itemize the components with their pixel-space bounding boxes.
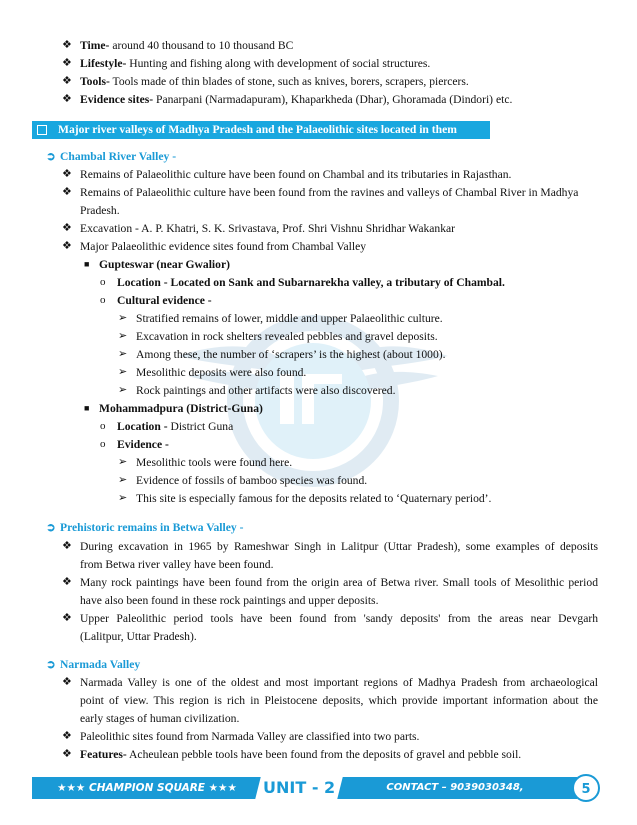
gupteswar-location: Location - Located on Sank and Subarnarekha valley, a tributary of Chambal. bbox=[117, 276, 505, 289]
arrow-circle-icon: ➲ bbox=[46, 150, 56, 163]
footer-contact: CONTACT – 9039030348, 9039030349 bbox=[386, 782, 524, 815]
diamond-bullet-icon: ❖ bbox=[62, 39, 72, 51]
diamond-bullet-icon: ❖ bbox=[62, 240, 72, 252]
footer-brand: ★★★ CHAMPION SQUARE ★★★ bbox=[57, 782, 237, 794]
bullet-tools: Tools- Tools made of thin blades of stone, such as knives, borers, scrapers, piercers. bbox=[80, 75, 469, 88]
square-bullet-icon: ■ bbox=[84, 403, 90, 413]
arrowhead-bullet-icon: ➢ bbox=[118, 384, 128, 396]
bullet-lifestyle: Lifestyle- Hunting and fishing along with development of social structures. bbox=[80, 57, 431, 70]
gupteswar-item: Mesolithic deposits were also found. bbox=[136, 366, 307, 379]
arrow-circle-icon: ➲ bbox=[46, 658, 56, 671]
footer-unit-label: UNIT - 2 bbox=[262, 778, 336, 797]
betwa-para-3-line-1: Upper Paleolithic period tools have been found from 'sandy deposits' from the areas near Devgarh bbox=[80, 612, 598, 625]
mohammadpura-item: Mesolithic tools were found here. bbox=[136, 456, 293, 469]
page-footer bbox=[0, 772, 637, 815]
betwa-para-3-line-2: (Lalitpur, Uttar Pradesh). bbox=[80, 630, 197, 643]
diamond-bullet-icon: ❖ bbox=[62, 186, 72, 198]
narmada-para-1-line-3: early stages of human civilization. bbox=[80, 712, 240, 725]
diamond-bullet-icon: ❖ bbox=[62, 168, 72, 180]
betwa-heading: ➲ Prehistoric remains in Betwa Valley - bbox=[46, 521, 244, 534]
gupteswar-item: Among these, the number of ‘scrapers’ is the highest (about 1000). bbox=[136, 348, 446, 361]
arrowhead-bullet-icon: ➢ bbox=[118, 492, 128, 504]
diamond-bullet-icon: ❖ bbox=[62, 540, 72, 552]
mohammadpura-evidence-label: Evidence - bbox=[117, 438, 169, 451]
chambal-heading: ➲ Chambal River Valley - bbox=[46, 150, 177, 163]
narmada-para-3: Features- Acheulean pebble tools have been found from the deposits of gravel and pebble soil. bbox=[80, 748, 522, 761]
circle-bullet-icon: o bbox=[100, 438, 106, 450]
narmada-para-1-line-1: Narmada Valley is one of the oldest and most important regions of Madhya Pradesh from archaeological bbox=[80, 676, 598, 689]
arrowhead-bullet-icon: ➢ bbox=[118, 474, 128, 486]
square-bullet-icon: ■ bbox=[84, 259, 90, 269]
gupteswar-item: Rock paintings and other artifacts were also discovered. bbox=[136, 384, 396, 397]
gupteswar-item: Excavation in rock shelters revealed pebbles and gravel deposits. bbox=[136, 330, 438, 343]
betwa-para-1-line-2: from Betwa river valley have been found. bbox=[80, 558, 274, 571]
arrowhead-bullet-icon: ➢ bbox=[118, 312, 128, 324]
footer-unit-badge bbox=[255, 774, 344, 802]
gupteswar-title: Gupteswar (near Gwalior) bbox=[99, 258, 230, 271]
betwa-para-2-line-1: Many rock paintings have been found from the origin area of Betwa river. Small tools of Mesolithic period bbox=[80, 576, 598, 589]
diamond-bullet-icon: ❖ bbox=[62, 75, 72, 87]
arrowhead-bullet-icon: ➢ bbox=[118, 366, 128, 378]
mohammadpura-location: Location - District Guna bbox=[117, 420, 234, 433]
arrowhead-bullet-icon: ➢ bbox=[118, 348, 128, 360]
diamond-bullet-icon: ❖ bbox=[62, 730, 72, 742]
narmada-heading: ➲ Narmada Valley bbox=[46, 658, 141, 671]
chambal-bullet-2-line-1: Remains of Palaeolithic culture have been found from the ravines and valleys of Chambal River in Madhya bbox=[80, 186, 579, 199]
diamond-bullet-icon: ❖ bbox=[62, 612, 72, 624]
circle-bullet-icon: o bbox=[100, 420, 106, 432]
checkbox-square-icon bbox=[37, 125, 47, 135]
page-number: 5 bbox=[572, 774, 600, 802]
gupteswar-cultural-label: Cultural evidence - bbox=[117, 294, 212, 307]
bullet-time: Time- around 40 thousand to 10 thousand BC bbox=[80, 39, 294, 52]
bullet-evidence-sites: Evidence sites- Panarpani (Narmadapuram), Khaparkheda (Dhar), Ghoramada (Dindori) etc. bbox=[80, 93, 513, 106]
diamond-bullet-icon: ❖ bbox=[62, 576, 72, 588]
banner-title: Major river valleys of Madhya Pradesh and the Palaeolithic sites located in them bbox=[58, 123, 457, 136]
narmada-para-1-line-2: point of view. This region is rich in Pleistocene deposits, which provide important information about the bbox=[80, 694, 598, 707]
arrow-circle-icon: ➲ bbox=[46, 521, 56, 534]
betwa-para-2-line-2: have also been found in these rock paintings and upper deposits. bbox=[80, 594, 379, 607]
mohammadpura-title: Mohammadpura (District-Guna) bbox=[99, 402, 263, 415]
circle-bullet-icon: o bbox=[100, 276, 106, 288]
diamond-bullet-icon: ❖ bbox=[62, 748, 72, 760]
mohammadpura-item: This site is especially famous for the deposits related to ‘Quaternary period’. bbox=[136, 492, 492, 505]
arrowhead-bullet-icon: ➢ bbox=[118, 456, 128, 468]
narmada-para-2: Paleolithic sites found from Narmada Valley are classified into two parts. bbox=[80, 730, 420, 743]
gupteswar-item: Stratified remains of lower, middle and upper Palaeolithic culture. bbox=[136, 312, 443, 325]
diamond-bullet-icon: ❖ bbox=[62, 222, 72, 234]
mohammadpura-item: Evidence of fossils of bamboo species was found. bbox=[136, 474, 368, 487]
diamond-bullet-icon: ❖ bbox=[62, 676, 72, 688]
chambal-bullet-4: Major Palaeolithic evidence sites found from Chambal Valley bbox=[80, 240, 367, 253]
chambal-bullet-1: Remains of Palaeolithic culture have been found on Chambal and its tributaries in Rajasthan. bbox=[80, 168, 512, 181]
chambal-bullet-3: Excavation - A. P. Khatri, S. K. Srivastava, Prof. Shri Vishnu Shridhar Wakankar bbox=[80, 222, 456, 235]
arrowhead-bullet-icon: ➢ bbox=[118, 330, 128, 342]
betwa-para-1-line-1: During excavation in 1965 by Rameshwar Singh in Lalitpur (Uttar Pradesh), some examples of deposits bbox=[80, 540, 598, 553]
circle-bullet-icon: o bbox=[100, 294, 106, 306]
section-banner bbox=[32, 121, 490, 139]
diamond-bullet-icon: ❖ bbox=[62, 57, 72, 69]
chambal-bullet-2-line-2: Pradesh. bbox=[80, 204, 120, 217]
diamond-bullet-icon: ❖ bbox=[62, 93, 72, 105]
